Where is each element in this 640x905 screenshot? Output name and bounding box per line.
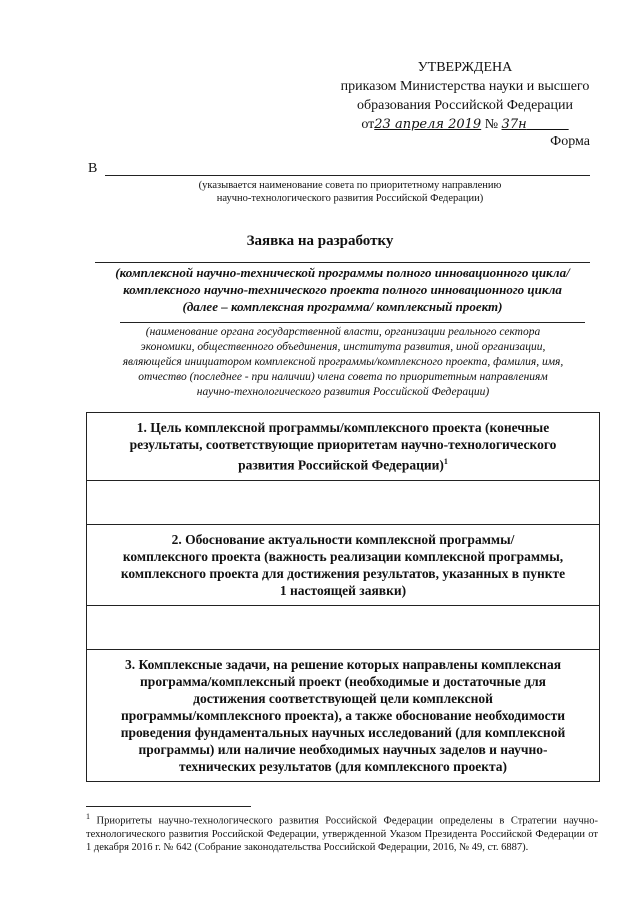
application-table — [86, 412, 600, 782]
initiator-hint — [88, 325, 598, 400]
initiator-hint-line-5: научно-технологического развития Российской Федерации) — [196, 386, 490, 398]
section-2-line-4: 1 настоящей заявки) — [279, 582, 407, 598]
section-3-line-6: программы) или наличие необходимых научных заделов и научно- — [138, 741, 548, 757]
subtitle-line-2: комплексного научно-технического проекта полного инновационного цикла — [123, 282, 562, 297]
footnote-text: Приоритеты научно-технологического развития Российской Федерации определены в Стратегии научно-технологического развития Российской Федерации, утвержденной Указом Президента Российской Федерации от 1 декабря 2016 г. № 642 (Собрание законодательства Российской Федерации, 2016, № 49, ст. 6887). — [86, 815, 598, 853]
approval-line-1: приказом Министерства науки и высшего — [340, 79, 590, 94]
date-prefix: от — [361, 117, 375, 132]
subtitle-line-3: (далее – комплексная программа/ комплексный проект) — [182, 299, 503, 314]
order-number: 37н — [501, 117, 527, 132]
section-1-line-1: 1. Цель комплексной программы/комплексного проекта (конечные — [136, 420, 550, 435]
initiator-hint-line-2: экономики, общественного объединения, института развития, иной организации, — [140, 341, 546, 353]
footnote-mark: 1 — [86, 812, 90, 821]
section-2-line-1: 2. Обоснование актуальности комплексной программы/ — [171, 531, 515, 547]
section-1-line-2: результаты, соответствующие приоритетам научно-технологического — [129, 437, 557, 452]
approval-heading: УТВЕРЖДЕНА — [417, 60, 513, 75]
footnote-ref: 1 — [443, 457, 448, 466]
section-2-header — [87, 525, 599, 606]
footnote-separator — [86, 806, 251, 807]
initiator-field-line — [120, 322, 585, 323]
section-3-header — [87, 650, 599, 781]
footnote — [86, 810, 598, 854]
approval-line-2: образования Российской Федерации — [357, 98, 573, 113]
initiator-hint-line-4: отчество (последнее - при наличии) члена совета по приоритетным направлениям — [138, 371, 548, 383]
addressee-hint-line-1: (указывается наименование совета по приоритетному направлению — [198, 180, 502, 191]
section-3-line-5: проведения фундаментальных научных исследований (для комплексной — [120, 724, 566, 740]
section-2-answer-field[interactable] — [87, 606, 599, 650]
addressee-prefix: В — [88, 161, 98, 176]
section-3-line-7: технических результатов (для комплексного проекта) — [178, 758, 508, 774]
addressee-hint-line-2: научно-технологического развития Российской Федерации) — [216, 193, 484, 204]
section-1-line-3: развития Российской Федерации) — [238, 457, 444, 473]
section-3-line-4: программы/комплексного проекта), а также обоснование необходимости — [121, 707, 565, 723]
addressee-field-line — [105, 175, 590, 176]
initiator-hint-line-3: являющейся инициатором комплексной программы/комплексного проекта, фамилия, имя, — [122, 356, 564, 368]
section-3-line-3: достижения соответствующей цели комплексной — [193, 690, 493, 706]
approval-stamp — [330, 58, 600, 134]
date-value: 23 апреля 2019 — [374, 117, 482, 132]
form-label: Форма — [550, 134, 590, 149]
title-field-line — [95, 262, 590, 263]
section-1-header — [87, 413, 599, 481]
section-2-line-3: комплексного проекта для достижения результатов, указанных в пункте — [120, 565, 566, 581]
initiator-hint-line-1: (наименование органа государственной власти, организации реального сектора — [145, 326, 541, 338]
addressee-hint — [150, 179, 550, 205]
section-3-line-1: 3. Комплексные задачи, на решение которых направлены комплексная — [124, 656, 562, 672]
document-title: Заявка на разработку — [246, 233, 394, 249]
section-2-line-2: комплексного проекта (важность реализации комплексной программы, — [122, 548, 564, 564]
approval-date-row — [330, 115, 600, 134]
section-1-answer-field[interactable] — [87, 481, 599, 525]
subtitle-line-1: (комплексной научно-технической программы полного инновационного цикла/ — [115, 265, 570, 280]
section-3-line-2: программа/комплексный проект (необходимые и достаточные для — [140, 673, 546, 689]
document-subtitle — [95, 264, 590, 315]
number-prefix: № — [484, 117, 499, 132]
